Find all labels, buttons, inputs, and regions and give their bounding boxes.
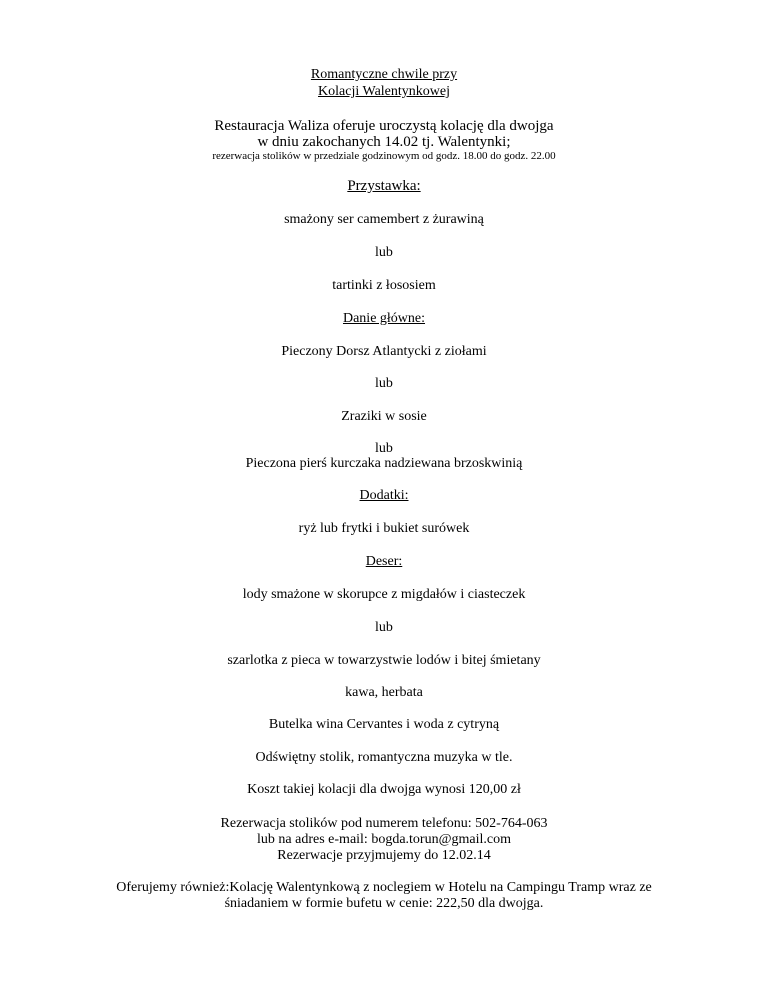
main-course-or-2: lub: [375, 441, 393, 456]
reservation-line-1: Rezerwacja stolików pod numerem telefonu: 502-764-063: [220, 816, 548, 831]
main-course-option-2: Zraziki w sosie: [341, 409, 427, 424]
main-course-heading: Danie główne:: [342, 311, 426, 326]
starter-option-1: smażony ser camembert z żurawiną: [284, 212, 484, 227]
dessert-option-1: lody smażone w skorupce z migdałów i ciasteczek: [242, 587, 526, 602]
intro-line-1: Restauracja Waliza oferuje uroczystą kolację dla dwojga: [214, 118, 554, 134]
drinks-text: kawa, herbata: [345, 685, 423, 700]
starter-heading: Przystawka:: [347, 178, 421, 194]
main-course-option-3: Pieczona pierś kurczaka nadziewana brzoskwinią: [245, 456, 523, 471]
sides-heading: Dodatki:: [359, 488, 409, 503]
dessert-or: lub: [375, 620, 393, 635]
wine-text: Butelka wina Cervantes i woda z cytryną: [268, 717, 500, 732]
intro-line-2: w dniu zakochanych 14.02 tj. Walentynki;: [257, 134, 511, 150]
starter-option-2: tartinki z łososiem: [332, 278, 436, 293]
offer-line-1: Oferujemy również:Kolację Walentynkową z noclegiem w Hotelu na Campingu Tramp wraz ze: [116, 880, 652, 895]
main-course-option-1: Pieczony Dorsz Atlantycki z ziołami: [281, 344, 487, 359]
ambience-text: Odświętny stolik, romantyczna muzyka w tle.: [255, 750, 513, 765]
title-line-1: Romantyczne chwile przy: [310, 67, 458, 82]
main-course-or-1: lub: [375, 376, 393, 391]
starter-or: lub: [375, 245, 393, 260]
reservation-line-3: Rezerwacje przyjmujemy do 12.02.14: [277, 848, 491, 863]
reservation-line-2: lub na adres e-mail: bogda.torun@gmail.com: [257, 832, 511, 847]
sides-text: ryż lub frytki i bukiet surówek: [298, 521, 470, 536]
dessert-option-2: szarlotka z pieca w towarzystwie lodów i bitej śmietany: [227, 653, 541, 668]
title-line-2: Kolacji Walentynkowej: [318, 84, 450, 99]
dessert-heading: Deser:: [365, 554, 403, 569]
intro-line-3: rezerwacja stolików w przedziale godzinowym od godz. 18.00 do godz. 22.00: [212, 150, 556, 162]
offer-line-2: śniadaniem w formie bufetu w cenie: 222,50 dla dwojga.: [224, 896, 544, 911]
price-text: Koszt takiej kolacji dla dwojga wynosi 120,00 zł: [247, 782, 521, 797]
